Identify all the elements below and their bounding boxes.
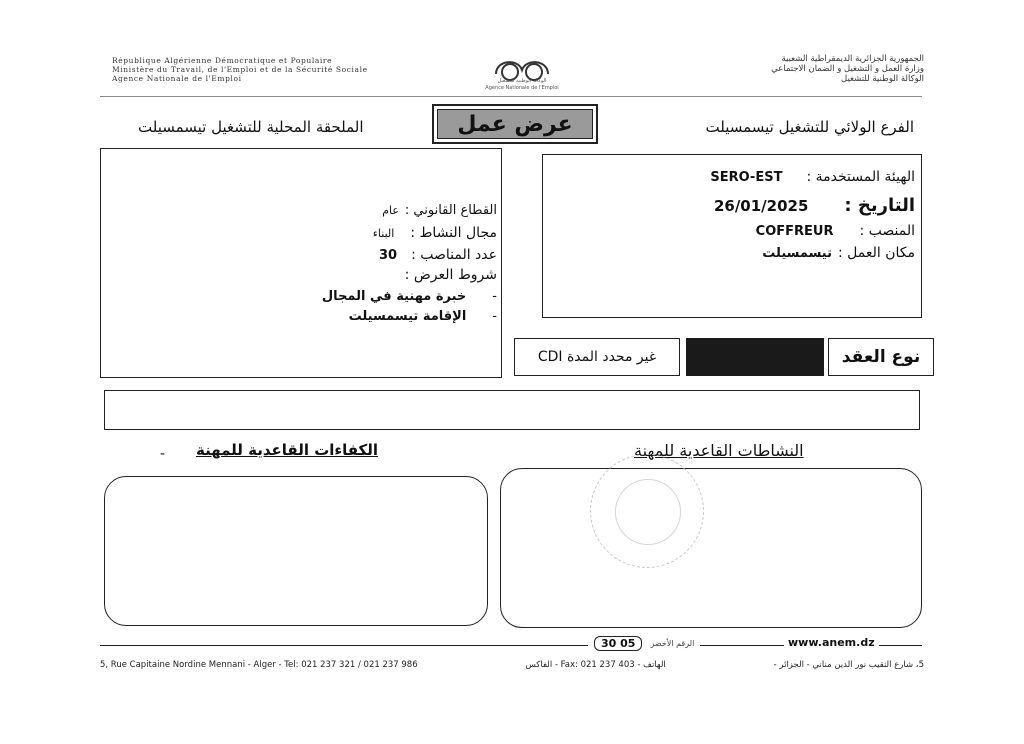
logo-fr-text: Agence Nationale de l'Emploi — [485, 85, 559, 91]
header-ar-line-2: وزارة العمل و التشغيل و الضمان الاجتماعي — [771, 64, 924, 74]
condition-item — [101, 309, 497, 324]
header-fr-line-1: République Algérienne Démocratique et Populaire — [112, 56, 333, 65]
activity-row — [101, 225, 497, 241]
activity-value: البناء — [372, 227, 395, 240]
sector-value: عام — [382, 204, 399, 217]
bullet-dash: - — [492, 289, 497, 304]
header-ar-line-3: الوكالة الوطنية للتشغيل — [841, 74, 924, 84]
footer-row — [100, 636, 922, 654]
date-label: التاريخ : — [844, 195, 915, 216]
regional-branch-label: الفرع الولائي للتشغيل تيسمسيلت — [705, 118, 914, 136]
header-ar-line-1: الجمهورية الجزائرية الديمقراطية الشعبية — [781, 54, 924, 64]
header-french — [112, 56, 368, 83]
post-value: COFFREUR — [755, 224, 834, 239]
place-value: تيسمسيلت — [762, 246, 832, 261]
conditions-label: شروط العرض : — [404, 267, 497, 283]
address-contact: الهاتف - Fax: 021 237 403 - الفاكس — [525, 660, 666, 670]
positions-row — [101, 247, 497, 263]
green-number-tag — [588, 636, 700, 651]
employer-label: الهيئة المستخدمة : — [806, 169, 915, 185]
positions-label: عدد المناصب : — [411, 247, 497, 263]
competencies-heading: الكفاءات القاعدية للمهنة — [196, 441, 379, 459]
contract-type-label: نوع العقد — [828, 338, 934, 376]
contract-type-value: غير محدد المدة CDI — [514, 338, 680, 376]
condition-residence: الإقامة تيسمسيلت — [348, 309, 467, 324]
date-row — [714, 195, 915, 216]
condition-experience: خبرة مهنية في المجال — [321, 289, 467, 304]
post-row — [756, 223, 915, 239]
header-divider — [100, 96, 922, 97]
redacted-block — [686, 338, 824, 376]
address-french: 5, Rue Capitaine Nordine Mennani - Alger - Tel: 021 237 321 / 021 237 986 — [100, 660, 418, 670]
place-row — [762, 245, 915, 261]
sector-row — [101, 203, 497, 218]
anem-logo — [466, 52, 578, 92]
header-arabic — [771, 54, 924, 84]
employer-row — [710, 169, 915, 185]
date-value: 26/01/2025 — [713, 197, 809, 215]
title-box — [432, 104, 598, 144]
employer-value: SERO-EST — [710, 170, 783, 185]
footer-address — [100, 660, 924, 670]
official-stamp — [590, 454, 704, 568]
competencies-box — [104, 476, 488, 626]
local-office-label: الملحقة المحلية للتشغيل تيسمسيلت — [138, 118, 364, 136]
activity-label: مجال النشاط : — [410, 225, 497, 241]
website-link[interactable]: www.anem.dz — [784, 636, 879, 649]
header-fr-line-3: Agence Nationale de l'Emploi — [112, 74, 242, 83]
positions-value: 30 — [378, 248, 398, 263]
place-label: مكان العمل : — [838, 245, 915, 261]
activities-heading: النشاطات القاعدية للمهنة — [634, 441, 804, 460]
conditions-row — [101, 267, 497, 283]
notes-strip — [104, 390, 920, 430]
stamp-inner-ring — [615, 479, 681, 545]
logo-ar-text: الوكالة الوطنية للتشغيل — [497, 78, 547, 84]
offer-details-box — [100, 148, 502, 378]
condition-item — [101, 289, 497, 304]
employer-box — [542, 154, 922, 318]
sector-label: القطاع القانوني : — [404, 203, 497, 218]
address-arabic: 5، شارع النقيب نور الدين مناني - الجزائر - — [773, 660, 924, 670]
section-dash: - — [160, 446, 166, 462]
header-fr-line-2: Ministère du Travail, de l'Emploi et de la Sécurité Sociale — [112, 65, 368, 74]
post-label: المنصب : — [859, 223, 915, 239]
page-title: عرض عمل — [437, 109, 593, 139]
bullet-dash: - — [492, 309, 497, 324]
green-number-label: الرقم الأخضر — [650, 639, 695, 648]
green-number: 30 05 — [594, 636, 642, 651]
activities-box — [500, 468, 922, 628]
